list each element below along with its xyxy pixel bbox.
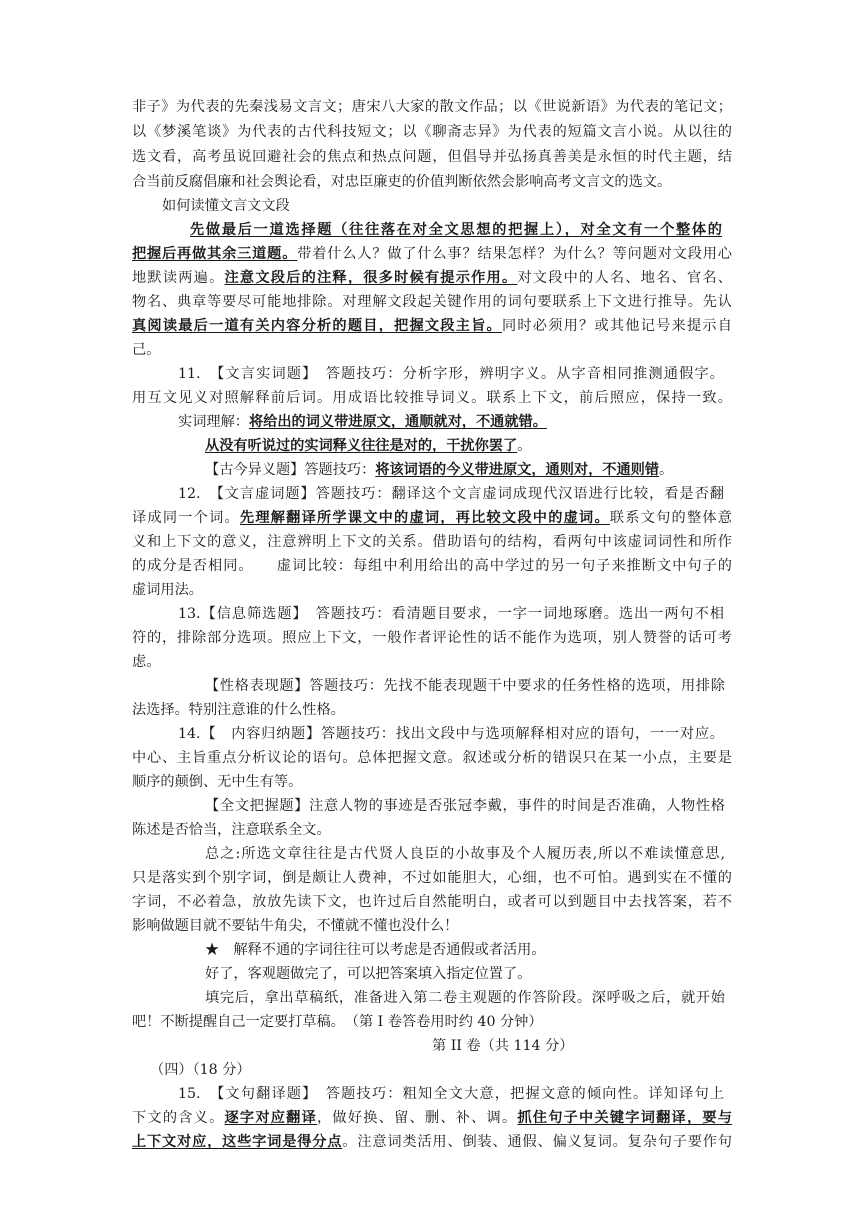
text-line: 影响做题目就不要钻牛角尖，不懂就不懂也没什么！	[132, 918, 459, 934]
emphasis-text: 注意文段后的注释，很多时候有提示作用。	[224, 270, 518, 286]
text-line	[132, 1106, 732, 1130]
text-line	[190, 218, 722, 242]
text-line: 13.【信息筛选题】 答题技巧：看清题目要求，一字一词地琢磨。选出一两句不相	[178, 606, 724, 622]
text-line: 15. 【文句翻译题】 答题技巧：粗知全文大意，把握文意的倾向性。详知译句上	[178, 1086, 724, 1102]
section-heading: （四）（18 分）	[150, 1062, 251, 1078]
text-line: 字词，不必着急，放放先读下文，也许过后自然能明白，或者可以到题目中去找答案，若不	[132, 894, 732, 910]
text-line: ★ 解释不通的字词往往可以考虑是否通假或者活用。	[205, 942, 546, 958]
plain-text: 对文段中的人名、地名、官名、	[517, 270, 732, 286]
plain-text: 。	[659, 462, 674, 478]
text-line	[132, 1130, 732, 1154]
text-line: 好了，客观题做完了，可以把答案填入指定位置了。	[205, 966, 532, 982]
plain-text: 联系文句的整体意	[609, 510, 732, 526]
plain-text: 实词理解：	[178, 414, 249, 430]
emphasis-text: 从没有听说过的实词释义往往是对的，干扰你罢了	[205, 438, 518, 454]
emphasis-text: 上下文对应，这些字词是得分点	[132, 1134, 343, 1150]
text-line	[178, 410, 778, 434]
text-line: 以《梦溪笔谈》为代表的古代科技短文；以《聊斋志异》为代表的短篇文言小说。从以往的	[132, 124, 732, 140]
emphasis-text: 将该词语的今义带进原文，通则对，不通则错	[375, 462, 660, 478]
text-line	[132, 506, 732, 530]
text-line: 总之:所选文章往往是古代贤人良臣的小故事及个人履历表,所以不难读懂意思,	[205, 846, 725, 862]
text-line	[132, 242, 732, 266]
text-line: 11. 【文言实词题】 答题技巧：分析字形，辨明字义。从字音相同推测通假字。	[178, 366, 724, 382]
plain-text: ，做好换、留、删、补、调。	[317, 1110, 518, 1126]
text-line: 陈述是否恰当，注意联系全文。	[132, 822, 331, 838]
text-line: 合当前反腐倡廉和社会舆论看，对忠臣廉吏的价值判断依然会影响高考文言文的选文。	[132, 174, 672, 190]
plain-text: 地默读两遍。	[132, 270, 225, 286]
text-line	[205, 458, 805, 482]
plain-text: 译成同一个词。	[132, 510, 240, 526]
text-line: 虑。	[132, 654, 161, 670]
text-line: 【全文把握题】注意人物的事迹是否张冠李戴，事件的时间是否准确，人物性格	[205, 798, 725, 814]
text-line: 选文看，高考虽说回避社会的焦点和热点问题，但倡导并弘扬真善美是永恒的时代主题，结	[132, 149, 732, 165]
text-line: 法选择。特别注意谁的什么性格。	[132, 702, 345, 718]
text-line: 中心、主旨重点分析议论的语句。总体把握文意。叙述或分析的错误只在某一小点，主要是	[132, 750, 732, 766]
text-line: 12. 【文言虚词题】答题技巧：翻译这个文言虚词成现代汉语进行比较，看是否翻	[178, 486, 724, 502]
text-line	[205, 434, 805, 458]
text-line: 义和上下文的意义，注意辨明上下文的关系。借助语句的结构，看两句中该虚词词性和所作	[132, 534, 732, 550]
plain-text: 同时必须用？或其他记号来提示自	[501, 318, 732, 334]
text-line: 物名、典章等要尽可能地排除。对理解文段起关键作用的词句要联系上下文进行推导。先认	[132, 294, 732, 310]
text-line: 填完后，拿出草稿纸，准备进入第二卷主观题的作答阶段。深呼吸之后，就开始	[205, 990, 725, 1006]
emphasis-text: 逐字对应翻译	[224, 1110, 317, 1126]
text-line: 【性格表现题】答题技巧：先找不能表现题干中要求的任务性格的选项，用排除	[205, 678, 725, 694]
emphasis-text: 真阅读最后一道有关内容分析的题目，把握文段主旨。	[132, 318, 502, 334]
text-line: 顺序的颠倒、无中生有等。	[132, 774, 303, 790]
text-line: 非子》为代表的先秦浅易文言文；唐宋八大家的散文作品；以《世说新语》为代表的笔记文；	[132, 99, 732, 115]
emphasis-text: 将给出的词义带进原文，通顺就对，不通就错。	[248, 414, 547, 430]
text-line: 己。	[132, 342, 161, 358]
text-line: 只是落实到个别字词，倒是颇让人费神，不过如能胆大，心细，也不可怕。遇到实在不懂的	[132, 870, 732, 886]
emphasis-text: 抓住句子中关键字词翻译，要与	[517, 1110, 732, 1126]
plain-text: 带着什么人？做了什么事？结果怎样？为什么？等问题对文段用心	[297, 246, 732, 262]
text-line: 用互文见义对照解释前后词。用成语比较推导词义。联系上下文，前后照应，保持一致。	[132, 390, 732, 406]
text-line	[132, 314, 732, 338]
plain-text: 。	[517, 438, 532, 454]
text-line: 14.【 内容归纳题】答题技巧：找出文段中与选项解释相对应的语句，一一对应。	[178, 726, 724, 742]
part-heading: 第 II 卷（共 114 分）	[432, 1038, 574, 1054]
text-line: 的成分是否相同。 虚词比较：每组中利用给出的高中学过的另一句子来推断文中句子的	[132, 558, 732, 574]
text-line: 吧！不断提醒自己一定要打草稿。 （第 I 卷答卷用时约 40 分钟）	[132, 1014, 543, 1030]
text-line: 符的，排除部分选项。照应上下文，一般作者评论性的话不能作为选项，别人赞誉的话可考	[132, 630, 732, 646]
section-heading: 如何读懂文言文文段	[162, 198, 290, 214]
plain-text: 下文的含义。	[132, 1110, 225, 1126]
emphasis-text: 先理解翻译所学课文中的虚词，再比较文段中的虚词。	[239, 510, 610, 526]
plain-text: 。注意词类活用、倒装、通假、偏义复词。复杂句子要作句	[342, 1134, 732, 1150]
emphasis-text: 先做最后一道选择题（往往落在对全文思想的把握上），对全文有一个整体的	[190, 222, 722, 238]
text-line	[132, 266, 732, 290]
emphasis-text: 把握后再做其余三道题。	[132, 246, 298, 262]
plain-text: 【古今异义题】答题技巧：	[205, 462, 376, 478]
text-line: 虚词用法。	[132, 582, 203, 598]
